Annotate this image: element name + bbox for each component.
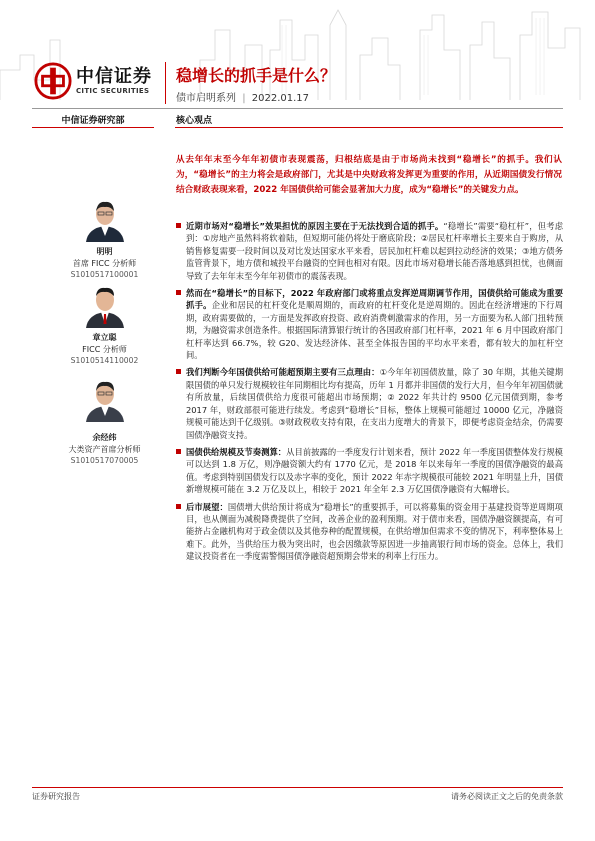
citic-logo-icon <box>34 62 72 100</box>
analyst-photo-2 <box>84 282 126 328</box>
analyst-title: 大类资产首席分析师 <box>68 444 141 454</box>
analyst-card-2 <box>52 332 157 367</box>
analyst-card-1 <box>52 246 157 281</box>
analyst-name: 章立聪 <box>92 333 117 342</box>
analyst-card-3 <box>52 432 157 467</box>
analyst-title: FICC 分析师 <box>82 344 127 354</box>
key-point-body: ①今年年初国债放量，除了 30 年期，其他关键期限国债的单只发行规模较往年同期相比均有提高，历年 1 月都并非国债的发行大月，但今年年初国债就有所放量，后续国债供给力度很可能超出市场预期；② 2022 年共计约 9500 亿元国债到期，参考 2017 年，财政部很可能进行续发。考虑到“稳增长”目标，整体上规模可能超过 10000 亿元，净融资规模可能达到千亿级别。③财政税收支持有限，在支出力度增大的背景下，即便考虑资金结余，仍需要国债净融资支持。 <box>186 367 563 440</box>
report-subtitle: 债市启明系列 | 2022.01.17 <box>176 93 310 104</box>
brand-logo <box>34 62 152 100</box>
right-heading-rule <box>175 127 563 128</box>
analyst-name: 明明 <box>96 247 113 256</box>
analyst-title: 首席 FICC 分析师 <box>72 258 137 268</box>
key-point <box>176 287 563 361</box>
research-dept-heading: 中信证券研究部 <box>61 116 125 126</box>
key-point <box>176 446 563 496</box>
footer-rule <box>32 787 563 788</box>
key-point <box>176 366 563 440</box>
key-point-body: 企业和居民的杠杆变化是顺周期的，而政府的杠杆变化是逆周期的。因此在经济增速的下行周期，政府需要做的，一方面是发挥政府投资、政府消费刺激需求的作用，另一方面要为私人部门扭转预期，为融资需求创造条件。根据国际清算银行统计的各国政府部门杠杆率，2021 年 6 月中国政府部门杠杆率达到 66.7%，较 G20、发达经济体、甚至全体报告国的平均水平来看，都有较大的加杠杆空间。 <box>186 300 563 361</box>
key-point-body: “稳增长”需要“稳杠杆”，但考虑到：①房地产虽然料将软着陆，但短期可能仍将处于磨底阶段；②居民杠杆率增长主要来自于购房，从销售修复需要一段时间以及对比发达国家水平来看，居民加杠杆难以起到拉动经济的效果；③地方债务监管背景下，地方债和城投平台融资的空间也相对有限。因此市场对稳增长能否落地感到担忧，也侧面导致了去年年末至今年年初债市的震荡表现。 <box>186 221 563 281</box>
analyst-code: S1010517100001 <box>70 270 139 279</box>
core-view-heading: 核心观点 <box>176 116 213 126</box>
analyst-code: S1010517070005 <box>70 456 139 465</box>
key-point-lead: 然而在“稳增长”的目标下，2022 年政府部门或将重点发挥逆周期调节作用，国债供给可能成为重要抓手。 <box>186 288 563 311</box>
analyst-name: 余经纬 <box>92 433 117 442</box>
brand-name-en: CITIC SECURITIES <box>76 87 150 95</box>
key-point-lead: 我们判断今年国债供给可能超预期主要有三点理由： <box>186 367 380 378</box>
analyst-code: S1010514110002 <box>70 356 139 365</box>
key-points-list <box>176 220 563 568</box>
brand-name-cn: 中信证券 <box>76 66 152 87</box>
footer-disclaimer: 请务必阅读正文之后的免责条款 <box>451 792 563 801</box>
key-point-lead: 后市展望： <box>186 501 228 512</box>
key-point-lead: 国债供给规模及节奏测算： <box>186 446 287 457</box>
key-point-body: 国债增大供给预计将成为“稳增长”的重要抓手，可以将募集的资金用于基建投资等逆周期项目，也从侧面为减税降费提供了空间，改善企业的盈利预期。对于债市来看，国债净融资额提高，有可能挤占金融机构对于政金债以及其他券种的配置规模，在供给增加但需求不变的情况下，利率整体易上难下。此外，当供给压力极为突出时，也会因缴款等原因进一步抽离银行间市场的资金。总体上，我们建议投资者在一季度需警惕国债净融资超预期会带来的利率上行压力。 <box>186 501 563 562</box>
report-title: 稳增长的抓手是什么？ <box>176 66 337 85</box>
header-divider <box>165 62 166 104</box>
key-point-lead: 近期市场对“稳增长”效果担忧的原因主要在于无法找到合适的抓手。 <box>186 221 444 231</box>
analyst-photo-1 <box>84 196 126 242</box>
report-date: 2022.01.17 <box>251 93 310 104</box>
key-point <box>176 220 563 282</box>
key-point <box>176 501 563 563</box>
key-point-body: 从目前披露的一季度发行计划来看，预计 2022 年一季度国债整体发行规模可以达到 1.8 万亿，则净融资额大约有 1770 亿元，是 2018 年以来每年一季度的国债净融资的最高值。考虑到特别国债发行以及赤字率的变化，预计 2022 年赤字规模很可能较 2021 年明显上升，国债新增规模可能在 3.2 万亿及以上，相较于 2021 年全年 2.3 万亿国债净融资有大幅增长。 <box>186 446 563 495</box>
analyst-photo-3 <box>84 376 126 422</box>
header-rule <box>32 108 563 109</box>
left-heading-rule <box>32 127 154 128</box>
report-series: 债市启明系列 <box>176 93 236 104</box>
footer-report-type: 证券研究报告 <box>32 792 80 801</box>
core-summary: 从去年年末至今年年初债市表现震荡，归根结底是由于市场尚未找到“稳增长”的抓手。我们认为，“稳增长”的主力将会是政府部门，尤其是中央财政将发挥更为重要的作用，从近期国债发行情况结合财政表现来看，2022 年国债供给可能会显著加大力度，成为“稳增长”的关键发力点。 <box>176 155 562 196</box>
